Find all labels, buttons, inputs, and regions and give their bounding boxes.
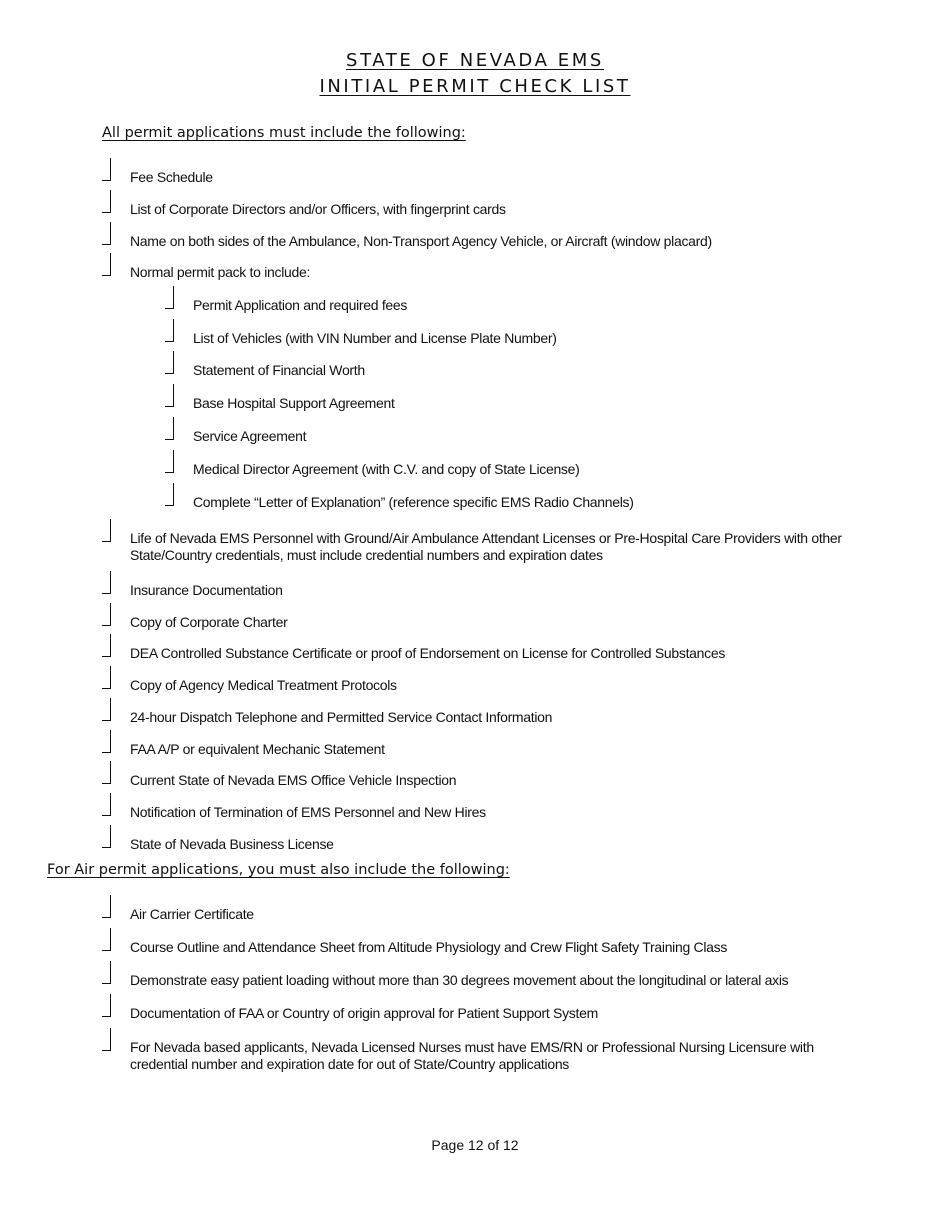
checkbox[interactable] (102, 698, 111, 721)
checkbox[interactable] (102, 761, 111, 784)
item-label: Normal permit pack to include: (130, 264, 311, 280)
item-label: List of Corporate Directors and/or Officers, with fingerprint cards (130, 201, 506, 217)
item-label: Complete “Letter of Explanation” (reference specific EMS Radio Channels) (193, 494, 634, 510)
checkbox[interactable] (102, 222, 111, 245)
item-label: Copy of Corporate Charter (130, 614, 288, 630)
item-label: State of Nevada Business License (130, 836, 334, 852)
section-2-heading: For Air permit applications, you must also include the following: (47, 862, 510, 878)
item-label: Air Carrier Certificate (130, 906, 254, 922)
item-label: FAA A/P or equivalent Mechanic Statement (130, 741, 385, 757)
item-label: Copy of Agency Medical Treatment Protocols (130, 677, 397, 693)
checkbox[interactable] (102, 793, 111, 816)
item-label: Fee Schedule (130, 169, 213, 185)
item-label: Current State of Nevada EMS Office Vehicle Inspection (130, 772, 457, 788)
item-label: Permit Application and required fees (193, 297, 408, 313)
checkbox[interactable] (165, 351, 174, 374)
section-1-heading: All permit applications must include the following: (102, 125, 466, 141)
item-label: Demonstrate easy patient loading without more than 30 degrees movement about the longitudinal or lateral axis (130, 972, 789, 988)
checkbox[interactable] (102, 994, 111, 1017)
item-label: Name on both sides of the Ambulance, Non-Transport Agency Vehicle, or Aircraft (window placard) (130, 233, 712, 249)
item-label: Medical Director Agreement (with C.V. and copy of State License) (193, 461, 580, 477)
item-label: 24-hour Dispatch Telephone and Permitted Service Contact Information (130, 709, 553, 725)
checkbox[interactable] (102, 634, 111, 657)
item-label: Service Agreement (193, 428, 307, 444)
item-label: For Nevada based applicants, Nevada Licensed Nurses must have EMS/RN or Professional Nursing Licensure with credential number and expiration date for out of State/Country applications (130, 1039, 814, 1072)
checkbox[interactable] (102, 928, 111, 951)
item-label: List of Vehicles (with VIN Number and License Plate Number) (193, 330, 557, 346)
checkbox[interactable] (102, 895, 111, 918)
checkbox[interactable] (102, 603, 111, 626)
checkbox[interactable] (102, 961, 111, 984)
checkbox[interactable] (165, 384, 174, 407)
checkbox[interactable] (102, 253, 111, 276)
checkbox[interactable] (102, 190, 111, 213)
checkbox[interactable] (165, 450, 174, 473)
checkbox[interactable] (102, 666, 111, 689)
checkbox[interactable] (102, 158, 111, 181)
checkbox[interactable] (102, 825, 111, 848)
checkbox[interactable] (165, 286, 174, 309)
item-label: Insurance Documentation (130, 582, 283, 598)
checkbox[interactable] (102, 1028, 111, 1051)
item-label: Life of Nevada EMS Personnel with Ground/Air Ambulance Attendant Licenses or Pre-Hospital Care Providers with other State/Country credentials, must include credential numbers and expiration dates (130, 530, 842, 563)
page-number: Page 12 of 12 (431, 1137, 519, 1153)
item-label: Base Hospital Support Agreement (193, 395, 395, 411)
item-label: Course Outline and Attendance Sheet from Altitude Physiology and Crew Flight Safety Training Class (130, 939, 728, 955)
title-line-2: INITIAL PERMIT CHECK LIST (319, 76, 631, 97)
item-label: Documentation of FAA or Country of origin approval for Patient Support System (130, 1005, 598, 1021)
item-label: Statement of Financial Worth (193, 362, 365, 378)
title-line-1: STATE OF NEVADA EMS (346, 50, 604, 71)
checkbox[interactable] (102, 571, 111, 594)
checkbox[interactable] (102, 730, 111, 753)
checkbox[interactable] (165, 483, 174, 506)
checkbox[interactable] (102, 519, 111, 542)
checkbox[interactable] (165, 417, 174, 440)
item-label: DEA Controlled Substance Certificate or proof of Endorsement on License for Controlled Substances (130, 645, 726, 661)
checkbox[interactable] (165, 319, 174, 342)
item-label: Notification of Termination of EMS Personnel and New Hires (130, 804, 486, 820)
